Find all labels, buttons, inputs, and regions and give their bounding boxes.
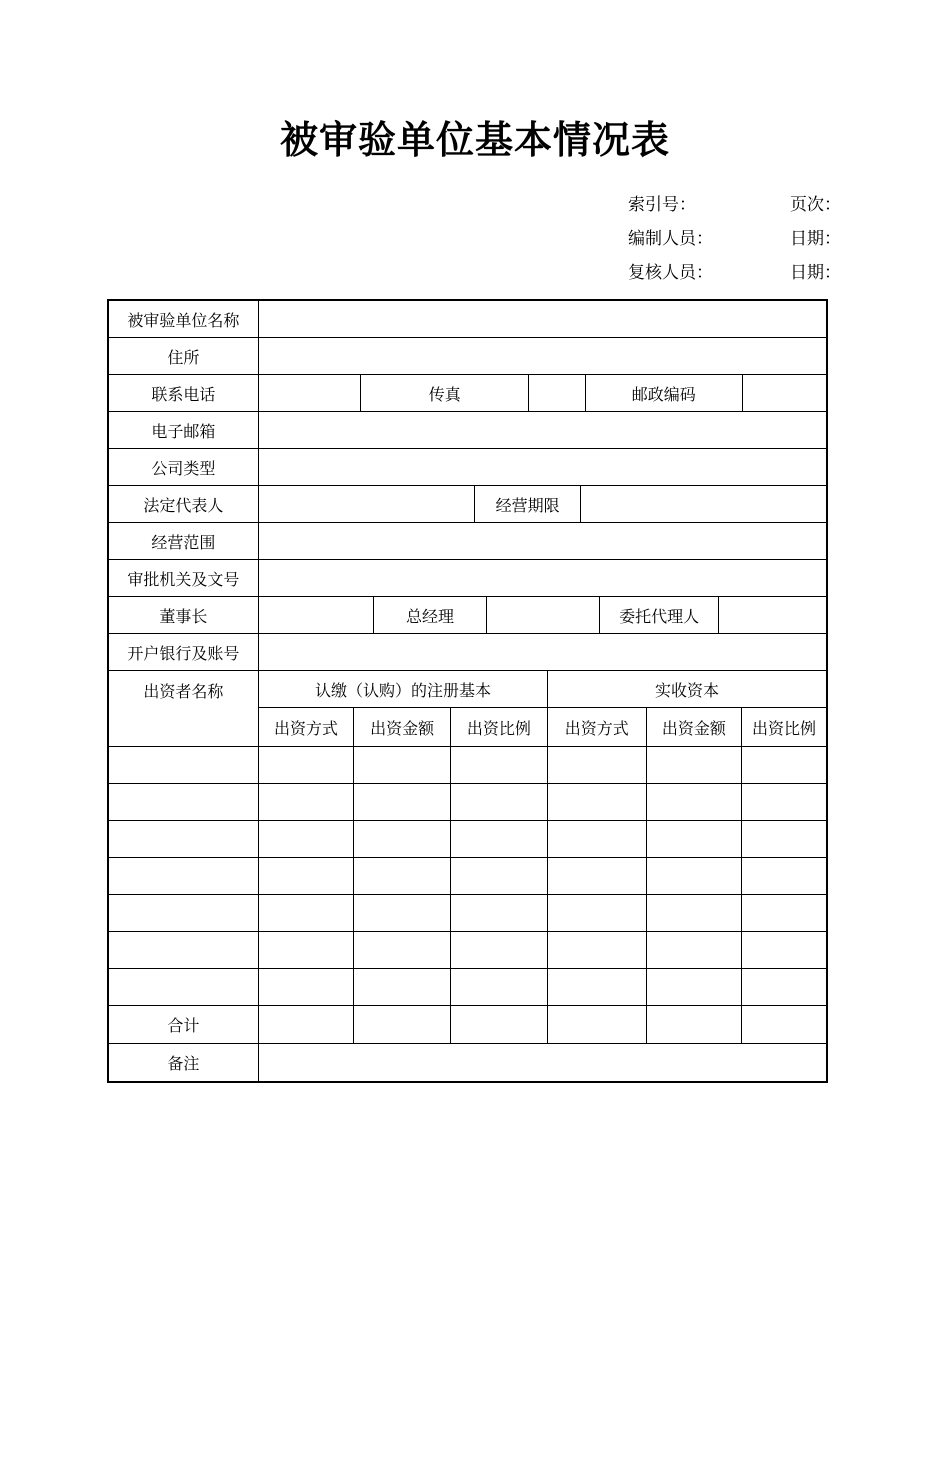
row-investor-header bbox=[109, 671, 826, 747]
remarks-value-cell[interactable] bbox=[259, 1044, 826, 1081]
company-type-label: 公司类型 bbox=[109, 449, 259, 485]
row-legal-rep bbox=[109, 486, 826, 523]
business-scope-label: 经营范围 bbox=[109, 523, 259, 559]
authorized-agent-value-cell[interactable] bbox=[719, 597, 826, 633]
subscribed-amount-cell[interactable] bbox=[354, 895, 451, 931]
investor-data-row bbox=[109, 895, 826, 932]
review-date-label: 日期： bbox=[790, 263, 841, 282]
business-term-value-cell[interactable] bbox=[581, 486, 826, 522]
paidin-ratio-cell[interactable] bbox=[742, 821, 826, 857]
total-label: 合计 bbox=[109, 1006, 259, 1043]
subscribed-amount-cell[interactable] bbox=[354, 932, 451, 968]
meta-line-preparer bbox=[107, 222, 845, 256]
fax-value-cell[interactable] bbox=[529, 375, 586, 411]
investor-data-row bbox=[109, 747, 826, 784]
subscribed-method-cell[interactable] bbox=[259, 969, 354, 1005]
subscribed-amount-cell[interactable] bbox=[354, 969, 451, 1005]
investor-name-label: 出资者名称 bbox=[109, 671, 259, 746]
prepare-date-label: 日期： bbox=[790, 229, 841, 248]
remarks-label: 备注 bbox=[109, 1044, 259, 1081]
email-label: 电子邮箱 bbox=[109, 412, 259, 448]
row-business-scope bbox=[109, 523, 826, 560]
subscribed-ratio-cell[interactable] bbox=[451, 784, 548, 820]
paidin-ratio-label: 出资比例 bbox=[751, 720, 816, 738]
reviewer-label: 复核人员： bbox=[628, 263, 713, 282]
investor-name-cell[interactable] bbox=[109, 932, 259, 968]
unit-name-value-cell[interactable] bbox=[259, 301, 826, 337]
email-value-cell[interactable] bbox=[259, 412, 826, 448]
investor-name-cell[interactable] bbox=[109, 858, 259, 894]
paidin-amount-cell[interactable] bbox=[647, 969, 742, 1005]
investor-name-cell[interactable] bbox=[109, 821, 259, 857]
business-term-label: 经营期限 bbox=[475, 486, 580, 522]
row-address bbox=[109, 338, 826, 375]
index-number-label: 索引号： bbox=[628, 195, 696, 214]
postal-code-label: 邮政编码 bbox=[586, 375, 743, 411]
paidin-amount-cell[interactable] bbox=[647, 895, 742, 931]
document-page bbox=[0, 118, 950, 1462]
subscribed-amount-cell[interactable] bbox=[354, 821, 451, 857]
total-subscribed-amount-cell[interactable] bbox=[354, 1006, 451, 1043]
capital-subcolumns-row bbox=[259, 708, 826, 746]
paidin-method-cell[interactable] bbox=[548, 932, 647, 968]
paidin-amount-label: 出资金额 bbox=[647, 708, 742, 746]
subscribed-amount-cell[interactable] bbox=[354, 858, 451, 894]
total-paidin-method-cell[interactable] bbox=[548, 1006, 647, 1043]
paidin-amount-cell[interactable] bbox=[647, 747, 742, 783]
capital-group-row bbox=[259, 671, 826, 708]
row-remarks bbox=[109, 1044, 826, 1081]
chairman-value-cell[interactable] bbox=[259, 597, 374, 633]
paidin-ratio-cell[interactable] bbox=[742, 747, 826, 783]
address-value-cell[interactable] bbox=[259, 338, 826, 374]
subscribed-method-cell[interactable] bbox=[259, 895, 354, 931]
paidin-method-cell[interactable] bbox=[548, 895, 647, 931]
investor-data-row bbox=[109, 784, 826, 821]
meta-block bbox=[107, 188, 845, 290]
authorized-agent-label: 委托代理人 bbox=[600, 597, 719, 633]
total-subscribed-ratio-cell[interactable] bbox=[451, 1006, 548, 1043]
paidin-method-cell[interactable] bbox=[548, 747, 647, 783]
total-paidin-ratio-cell[interactable] bbox=[742, 1006, 826, 1043]
subscribed-ratio-cell[interactable] bbox=[451, 747, 548, 783]
paidin-method-cell[interactable] bbox=[548, 969, 647, 1005]
investor-data-row bbox=[109, 821, 826, 858]
capital-header-group bbox=[259, 671, 826, 746]
bank-account-label: 开户银行及账号 bbox=[109, 634, 259, 670]
preparer-label: 编制人员： bbox=[628, 229, 713, 248]
subscribed-method-cell[interactable] bbox=[259, 932, 354, 968]
paidin-amount-cell[interactable] bbox=[647, 932, 742, 968]
general-manager-value-cell[interactable] bbox=[487, 597, 600, 633]
form-table bbox=[107, 299, 828, 1083]
paidin-method-cell[interactable] bbox=[548, 784, 647, 820]
subscribed-ratio-cell[interactable] bbox=[451, 821, 548, 857]
chairman-label: 董事长 bbox=[109, 597, 259, 633]
investor-name-cell[interactable] bbox=[109, 784, 259, 820]
investor-data-row bbox=[109, 969, 826, 1006]
phone-value-cell[interactable] bbox=[259, 375, 362, 411]
row-unit-name bbox=[109, 301, 826, 338]
legal-rep-value-cell[interactable] bbox=[259, 486, 476, 522]
meta-line-reviewer bbox=[107, 256, 845, 290]
row-phone-fax-postal bbox=[109, 375, 826, 412]
paidin-ratio-cell[interactable] bbox=[742, 895, 826, 931]
subscribed-amount-cell[interactable] bbox=[354, 784, 451, 820]
page-number-label: 页次： bbox=[790, 195, 841, 214]
subscribed-capital-label: 认缴（认购）的注册基本 bbox=[259, 671, 548, 707]
row-approval-authority bbox=[109, 560, 826, 597]
row-total bbox=[109, 1006, 826, 1044]
subscribed-amount-label: 出资金额 bbox=[354, 708, 451, 746]
subscribed-ratio-cell[interactable] bbox=[451, 932, 548, 968]
investor-data-row bbox=[109, 932, 826, 969]
investor-name-cell[interactable] bbox=[109, 969, 259, 1005]
paidin-amount-cell[interactable] bbox=[647, 821, 742, 857]
subscribed-method-label: 出资方式 bbox=[259, 708, 354, 746]
approval-authority-label: 审批机关及文号 bbox=[109, 560, 259, 596]
phone-label: 联系电话 bbox=[109, 375, 259, 411]
paidin-ratio-cell[interactable] bbox=[742, 858, 826, 894]
investor-data-row bbox=[109, 858, 826, 895]
paidin-method-cell[interactable] bbox=[548, 858, 647, 894]
subscribed-ratio-cell[interactable] bbox=[451, 969, 548, 1005]
meta-line-index bbox=[107, 188, 845, 222]
investor-name-cell[interactable] bbox=[109, 747, 259, 783]
subscribed-ratio-cell[interactable] bbox=[451, 895, 548, 931]
paidin-ratio-cell[interactable] bbox=[742, 932, 826, 968]
address-label: 住所 bbox=[109, 338, 259, 374]
paidin-method-label: 出资方式 bbox=[548, 708, 647, 746]
general-manager-label: 总经理 bbox=[374, 597, 487, 633]
row-chairman bbox=[109, 597, 826, 634]
subscribed-method-cell[interactable] bbox=[259, 858, 354, 894]
bank-account-value-cell[interactable] bbox=[259, 634, 826, 670]
legal-rep-label: 法定代表人 bbox=[109, 486, 259, 522]
paidin-amount-cell[interactable] bbox=[647, 784, 742, 820]
total-paidin-amount-cell[interactable] bbox=[647, 1006, 742, 1043]
company-type-value-cell[interactable] bbox=[259, 449, 826, 485]
paid-in-capital-label: 实收资本 bbox=[655, 682, 720, 700]
total-subscribed-method-cell[interactable] bbox=[259, 1006, 354, 1043]
subscribed-ratio-label: 出资比例 bbox=[451, 708, 548, 746]
approval-authority-value-cell[interactable] bbox=[259, 560, 826, 596]
subscribed-method-cell[interactable] bbox=[259, 821, 354, 857]
business-scope-value-cell[interactable] bbox=[259, 523, 826, 559]
unit-name-label: 被审验单位名称 bbox=[109, 301, 259, 337]
postal-code-value-cell[interactable] bbox=[743, 375, 826, 411]
row-bank-account bbox=[109, 634, 826, 671]
paidin-ratio-cell[interactable] bbox=[742, 969, 826, 1005]
paidin-amount-cell[interactable] bbox=[647, 858, 742, 894]
subscribed-ratio-cell[interactable] bbox=[451, 858, 548, 894]
row-email bbox=[109, 412, 826, 449]
paidin-method-cell[interactable] bbox=[548, 821, 647, 857]
subscribed-amount-cell[interactable] bbox=[354, 747, 451, 783]
investor-name-cell[interactable] bbox=[109, 895, 259, 931]
subscribed-method-cell[interactable] bbox=[259, 784, 354, 820]
paidin-ratio-cell[interactable] bbox=[742, 784, 826, 820]
page-title: 被审验单位基本情况表 bbox=[279, 120, 670, 162]
row-company-type bbox=[109, 449, 826, 486]
fax-label: 传真 bbox=[361, 375, 529, 411]
subscribed-method-cell[interactable] bbox=[259, 747, 354, 783]
